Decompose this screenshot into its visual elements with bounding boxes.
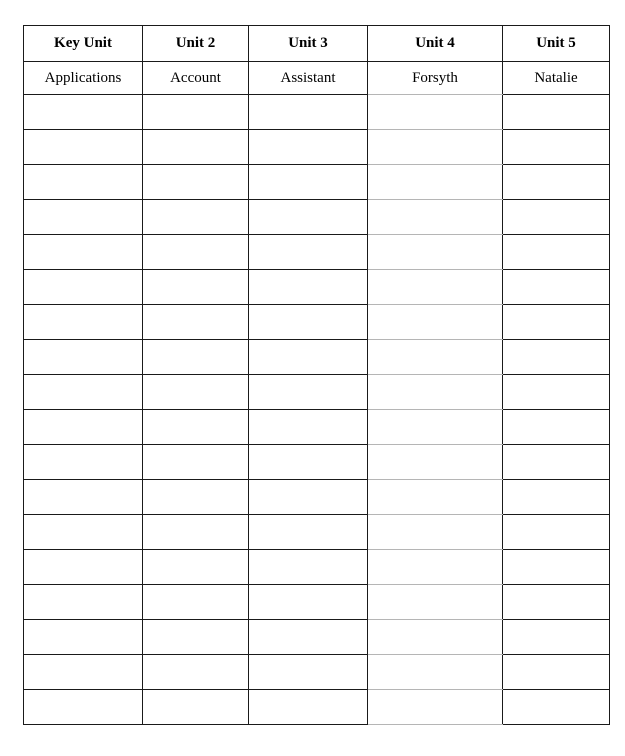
blank-row [24,585,610,620]
blank-row [24,375,610,410]
blank-cell-unit-5 [503,445,610,480]
blank-cell-unit-5 [503,515,610,550]
blank-cell-unit-3 [249,165,368,200]
blank-cell-unit-2 [143,200,249,235]
blank-row [24,165,610,200]
blank-cell-unit-2 [143,445,249,480]
name-cell-key-unit: Applications [24,62,143,95]
blank-cell-key-unit [24,480,143,515]
blank-cell-unit-4 [368,445,503,480]
blank-row [24,130,610,165]
blank-cell-unit-3 [249,585,368,620]
blank-cell-unit-3 [249,410,368,445]
blank-cell-unit-3 [249,305,368,340]
blank-cell-unit-3 [249,515,368,550]
blank-cell-key-unit [24,655,143,690]
blank-cell-unit-4 [368,620,503,655]
blank-cell-unit-4 [368,305,503,340]
header-unit-5: Unit 5 [503,26,610,62]
name-row [24,62,610,95]
blank-cell-unit-4 [368,95,503,130]
blank-cell-unit-3 [249,340,368,375]
blank-cell-unit-5 [503,655,610,690]
blank-cell-key-unit [24,165,143,200]
blank-cell-unit-2 [143,130,249,165]
header-unit-4: Unit 4 [368,26,503,62]
blank-cell-unit-5 [503,200,610,235]
blank-cell-unit-4 [368,235,503,270]
blank-row [24,620,610,655]
blank-cell-unit-2 [143,165,249,200]
blank-cell-unit-5 [503,480,610,515]
blank-row [24,515,610,550]
blank-cell-unit-3 [249,375,368,410]
blank-cell-unit-4 [368,130,503,165]
blank-cell-unit-4 [368,200,503,235]
name-cell-unit-5: Natalie [503,62,610,95]
blank-cell-unit-3 [249,550,368,585]
blank-cell-unit-5 [503,340,610,375]
blank-cell-unit-3 [249,620,368,655]
blank-row [24,235,610,270]
blank-row [24,550,610,585]
blank-cell-key-unit [24,200,143,235]
blank-cell-unit-4 [368,410,503,445]
blank-cell-unit-2 [143,480,249,515]
blank-cell-unit-5 [503,235,610,270]
blank-cell-unit-3 [249,655,368,690]
blank-row [24,270,610,305]
blank-cell-unit-2 [143,95,249,130]
blank-cell-unit-5 [503,410,610,445]
blank-cell-unit-5 [503,550,610,585]
name-cell-unit-3: Assistant [249,62,368,95]
blank-cell-unit-3 [249,130,368,165]
blank-cell-unit-4 [368,690,503,725]
blank-cell-unit-2 [143,515,249,550]
blank-cell-key-unit [24,270,143,305]
blank-cell-key-unit [24,130,143,165]
blank-cell-unit-4 [368,270,503,305]
blank-row [24,445,610,480]
name-cell-unit-4: Forsyth [368,62,503,95]
blank-cell-key-unit [24,95,143,130]
blank-cell-unit-2 [143,690,249,725]
name-cell-unit-2: Account [143,62,249,95]
blank-cell-key-unit [24,445,143,480]
blank-cell-unit-5 [503,690,610,725]
blank-cell-key-unit [24,550,143,585]
blank-cell-unit-3 [249,95,368,130]
blank-cell-unit-5 [503,375,610,410]
blank-cell-unit-2 [143,235,249,270]
blank-row [24,410,610,445]
blank-cell-key-unit [24,620,143,655]
unit-table [23,25,610,725]
table-body [24,62,610,725]
blank-cell-unit-4 [368,165,503,200]
blank-cell-unit-4 [368,375,503,410]
blank-cell-unit-2 [143,270,249,305]
blank-cell-unit-2 [143,620,249,655]
blank-cell-unit-4 [368,655,503,690]
blank-cell-key-unit [24,410,143,445]
blank-cell-unit-5 [503,620,610,655]
blank-row [24,690,610,725]
blank-cell-unit-5 [503,95,610,130]
blank-cell-key-unit [24,690,143,725]
blank-cell-unit-2 [143,585,249,620]
blank-cell-key-unit [24,305,143,340]
blank-cell-unit-3 [249,480,368,515]
blank-cell-unit-4 [368,480,503,515]
blank-row [24,200,610,235]
blank-cell-unit-2 [143,375,249,410]
blank-cell-unit-4 [368,550,503,585]
blank-cell-key-unit [24,375,143,410]
blank-cell-unit-2 [143,550,249,585]
blank-row [24,305,610,340]
blank-cell-unit-5 [503,305,610,340]
blank-row [24,655,610,690]
blank-cell-key-unit [24,235,143,270]
blank-cell-unit-2 [143,340,249,375]
blank-cell-unit-5 [503,165,610,200]
blank-row [24,95,610,130]
blank-cell-unit-4 [368,515,503,550]
blank-cell-unit-3 [249,235,368,270]
blank-cell-unit-3 [249,690,368,725]
header-unit-2: Unit 2 [143,26,249,62]
blank-cell-key-unit [24,515,143,550]
blank-cell-unit-5 [503,585,610,620]
blank-cell-unit-2 [143,655,249,690]
blank-cell-unit-5 [503,270,610,305]
header-row [24,26,610,62]
blank-cell-unit-3 [249,445,368,480]
blank-cell-unit-4 [368,585,503,620]
blank-cell-unit-5 [503,130,610,165]
blank-row [24,480,610,515]
blank-cell-unit-3 [249,270,368,305]
blank-cell-unit-4 [368,340,503,375]
header-unit-3: Unit 3 [249,26,368,62]
blank-cell-key-unit [24,340,143,375]
blank-cell-unit-2 [143,410,249,445]
blank-cell-unit-3 [249,200,368,235]
blank-cell-unit-2 [143,305,249,340]
header-key-unit: Key Unit [24,26,143,62]
blank-cell-key-unit [24,585,143,620]
blank-row [24,340,610,375]
